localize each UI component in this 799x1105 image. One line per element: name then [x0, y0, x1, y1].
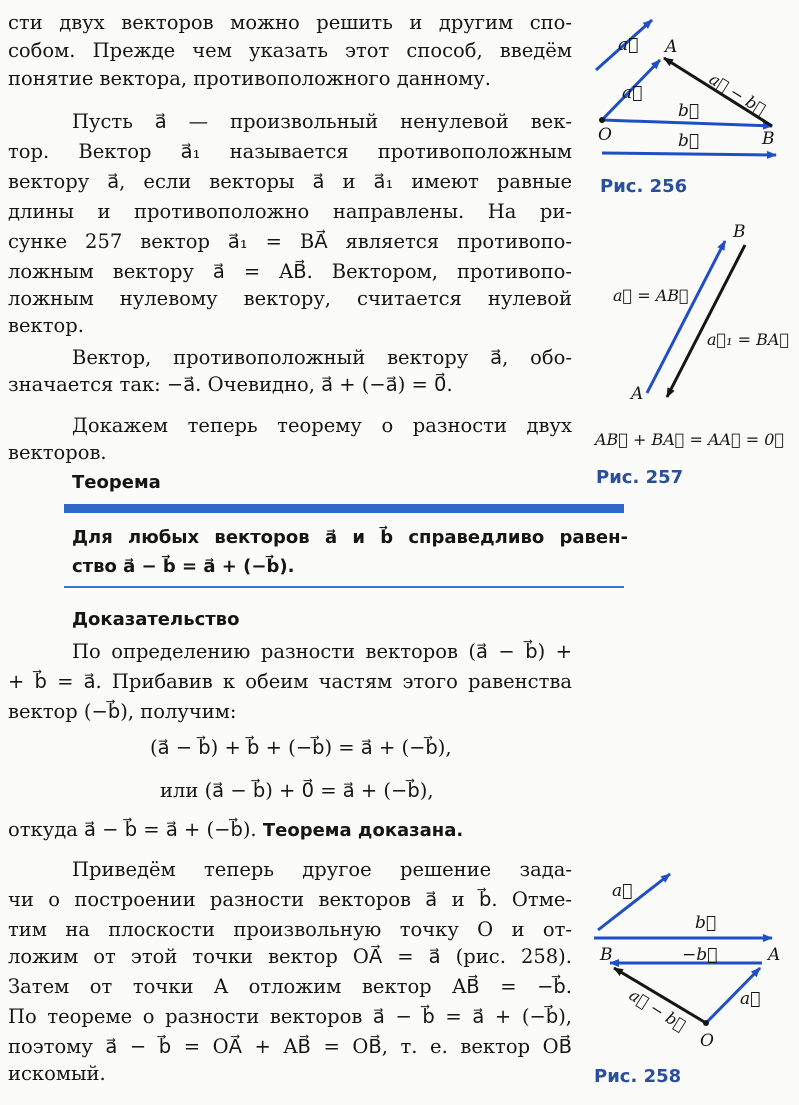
text-line: значается так: −a⃗. Очевидно, a⃗ + (−a⃗) = 0⃗. — [8, 373, 453, 396]
theorem-proven: Теорема доказана. — [262, 820, 464, 841]
text-span: откуда a⃗ − b⃗ = a⃗ + (−b⃗). — [8, 818, 257, 841]
label-a-eq-ab: a⃗ = AB⃗ — [613, 286, 689, 305]
vector-a-free — [598, 874, 670, 930]
label-b: b⃗ — [678, 131, 700, 151]
text-line: вектор (−b⃗), получим: — [8, 700, 237, 723]
text-line — [8, 818, 463, 843]
text-line: поэтому a⃗ − b⃗ = OA⃗ + AB⃗ = OB⃗, т. е. вектор OB⃗ — [8, 1035, 572, 1058]
figure-257 — [585, 215, 797, 455]
text-line: + b⃗ = a⃗. Прибавив к обеим частям этого равенства — [8, 670, 572, 693]
figure-258 — [590, 868, 795, 1058]
label-ab-plus-ba: AB⃗ + BA⃗ = AA⃗ = 0⃗ — [595, 430, 785, 449]
text-line: По теореме о разности векторов a⃗ − b⃗ = a⃗ + (−b⃗), — [8, 1005, 572, 1028]
label-a: a⃗ — [618, 35, 639, 55]
point-o — [703, 1020, 709, 1026]
label-minus-b: −b⃗ — [682, 945, 718, 965]
label-point-b: B — [600, 945, 613, 965]
text-line: ложным нулевому вектору, считается нулевой — [8, 287, 572, 310]
label-a: a⃗ — [740, 989, 761, 1009]
text-line: собом. Прежде чем указать этот способ, введём — [8, 39, 572, 62]
text-line: Докажем теперь теорему о разности двух — [72, 414, 572, 437]
text-line: ложим от этой точки вектор OA⃗ = a⃗ (рис. 258). — [8, 945, 572, 968]
caption-fig-257: Рис. 257 — [596, 467, 684, 488]
text-line: искомый. — [8, 1062, 106, 1085]
text-line: длины и противоположно направлены. На ри- — [8, 200, 572, 223]
theorem-rule — [64, 586, 624, 588]
text-line: По определению разности векторов (a⃗ − b⃗) + — [72, 640, 572, 663]
text-line: тор. Вектор a⃗₁ называется противоположным — [8, 140, 572, 163]
vector-ba — [667, 245, 745, 397]
figure-256 — [590, 8, 795, 178]
label-a-minus-b: a⃗ − b⃗ — [625, 985, 690, 1035]
text-line: Приведём теперь другое решение зада- — [72, 858, 572, 881]
theorem-heading: Теорема — [72, 472, 161, 493]
label-point-a: A — [631, 384, 644, 404]
text-line: Затем от точки A отложим вектор AB⃗ = −b⃗. — [8, 975, 572, 998]
equation: или (a⃗ − b⃗) + 0⃗ = a⃗ + (−b⃗), — [160, 779, 434, 802]
vector-b-free — [602, 153, 776, 155]
text-line: ложным вектору a⃗ = AB⃗. Вектором, противопо- — [8, 260, 572, 283]
label-point-b: B — [762, 129, 775, 149]
text-line: сти двух векторов можно решить и другим спо- — [8, 11, 572, 34]
label-a: a⃗ — [612, 881, 633, 901]
theorem-line: ство a⃗ − b⃗ = a⃗ + (−b⃗). — [72, 556, 295, 577]
text-line: чи о построении разности векторов a⃗ и b⃗. Отме- — [8, 888, 572, 911]
label-point-a: A — [768, 945, 781, 965]
label-b: b⃗ — [695, 913, 717, 933]
text-line: сунке 257 вектор a⃗₁ = BA⃗ является противопо- — [8, 230, 572, 253]
label-point-a: A — [665, 37, 678, 57]
text-line: вектор. — [8, 314, 84, 337]
label-b: b⃗ — [678, 101, 700, 121]
point-o — [599, 117, 605, 123]
proof-heading: Доказательство — [72, 609, 240, 630]
caption-fig-256: Рис. 256 — [600, 176, 688, 197]
label-a1-eq-ba: a⃗₁ = BA⃗ — [707, 330, 790, 349]
text-line: понятие вектора, противоположного данному. — [8, 67, 491, 90]
label-point-o: O — [700, 1031, 714, 1051]
text-line: Вектор, противоположный вектору a⃗, обо- — [72, 346, 572, 369]
text-line: тим на плоскости произвольную точку O и от- — [8, 918, 572, 941]
text-line: вектору a⃗, если векторы a⃗ и a⃗₁ имеют равные — [8, 170, 572, 193]
text-line: Пусть a⃗ — произвольный ненулевой век- — [72, 110, 572, 133]
text-line: векторов. — [8, 441, 107, 464]
label-point-b: B — [733, 222, 746, 242]
equation: (a⃗ − b⃗) + b⃗ + (−b⃗) = a⃗ + (−b⃗), — [150, 736, 452, 759]
label-a-minus-b: a⃗ − b⃗ — [705, 69, 770, 119]
vector-ab — [647, 241, 725, 393]
theorem-line: Для любых векторов a⃗ и b⃗ справедливо равен- — [72, 527, 628, 548]
caption-fig-258: Рис. 258 — [594, 1066, 682, 1087]
label-a: a⃗ — [622, 83, 643, 103]
theorem-bar — [64, 504, 624, 513]
label-point-o: O — [598, 125, 612, 145]
